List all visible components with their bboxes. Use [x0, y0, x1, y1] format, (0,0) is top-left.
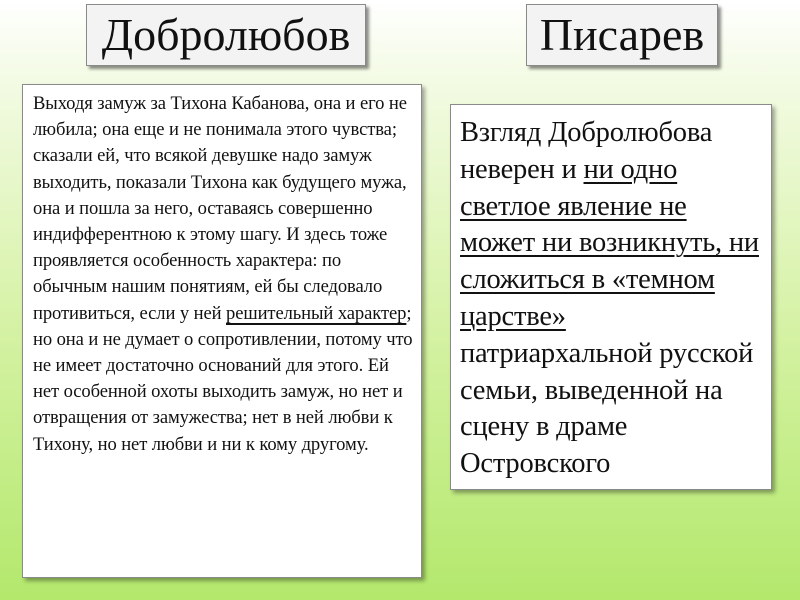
dobrolyubov-quote-underlined: решительный характер [226, 302, 407, 324]
pisarev-quote-text-2: патриархальной русской семьи, выведенной на сцену в драме Островского [460, 337, 754, 480]
title-pisarev [526, 4, 718, 66]
pisarev-quote-panel [450, 104, 772, 490]
title-dobrolyubov [86, 4, 366, 66]
pisarev-quote-text-1: Взгляд Добролюбова неверен и [460, 117, 713, 185]
title-dobrolyubov-text: Добролюбов [101, 9, 351, 60]
dobrolyubov-quote-panel [22, 84, 422, 578]
pisarev-quote-underlined: ни одно светлое явление не может ни возникнуть, ни сложиться в «темном царстве» [460, 153, 759, 332]
title-pisarev-text: Писарев [539, 9, 705, 60]
dobrolyubov-quote-text-2: ; но она и не думает о сопротивлении, потому что не имеет достаточно оснований для этого. Ей нет особенной охоты выходить замуж, но нет и отвращения от замужества; нет в ней любви к Тихону, но нет любви и ни к кому другому. [33, 302, 413, 455]
dobrolyubov-quote-text-1: Выходя замуж за Тихона Кабанова, она и его не любила; она еще и не понимала этого чувства; сказали ей, что всякой девушке надо замуж выходить, показали Тихона как будущего мужа, она и пошла за него, оставаясь совершенно индифферентною к этому шагу. И здесь тоже проявляется особенность характера: по обычным нашим понятиям, ей бы следовало противиться, если у ней [33, 93, 407, 324]
